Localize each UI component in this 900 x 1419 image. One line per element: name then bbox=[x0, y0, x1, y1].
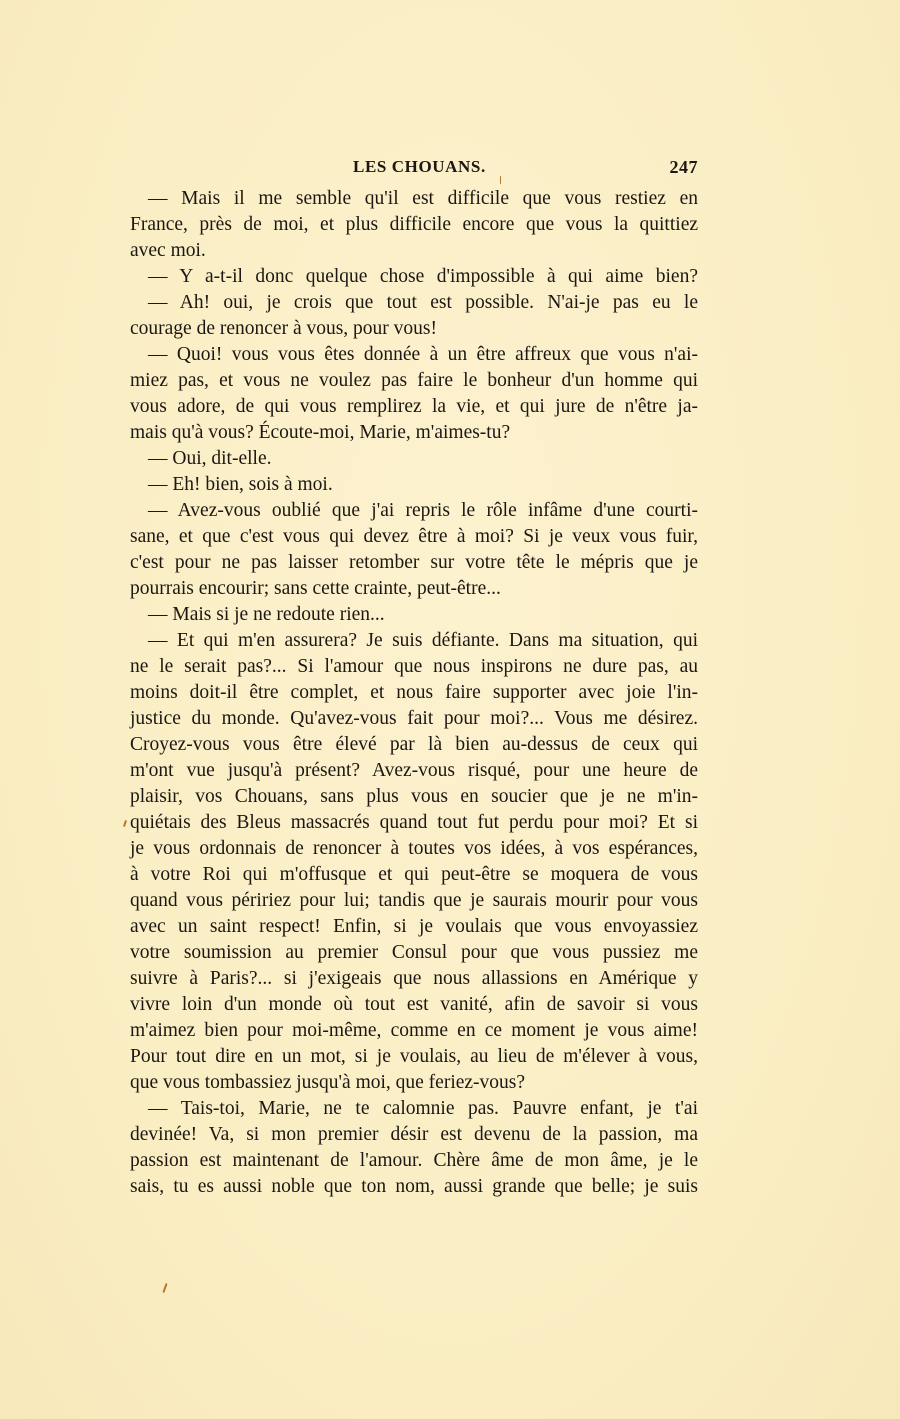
text-line: passion est maintenant de l'amour. Chère âme de mon âme, je le bbox=[130, 1150, 698, 1171]
text-line: — Mais il me semble qu'il est difficile que vous restiez en bbox=[148, 188, 698, 209]
running-head bbox=[130, 157, 698, 179]
text-line: — Mais si je ne redoute rien... bbox=[148, 604, 385, 625]
text-line: — Tais-toi, Marie, ne te calomnie pas. Pauvre enfant, je t'ai bbox=[148, 1098, 698, 1119]
text-line: que vous tombassiez jusqu'à moi, que feriez-vous? bbox=[130, 1072, 526, 1093]
text-line: m'aimez bien pour moi-même, comme en ce moment je vous aime! bbox=[130, 1020, 698, 1041]
text-line: quand vous péririez pour lui; tandis que je saurais mourir pour vous bbox=[130, 890, 698, 911]
text-line: — Y a-t-il donc quelque chose d'impossible à qui aime bien? bbox=[148, 266, 698, 287]
text-line: quiétais des Bleus massacrés quand tout fut perdu pour moi? Et si bbox=[130, 812, 698, 833]
text-line: vous adore, de qui vous remplirez la vie, et qui jure de n'être ja- bbox=[130, 396, 698, 417]
text-line: sais, tu es aussi noble que ton nom, aussi grande que belle; je suis bbox=[130, 1176, 698, 1197]
text-line: Croyez-vous vous être élevé par là bien au-dessus de ceux qui bbox=[130, 734, 698, 755]
text-line: vivre loin d'un monde où tout est vanité, afin de savoir si vous bbox=[130, 994, 698, 1015]
text-line: moins doit-il être complet, et nous faire supporter avec joie l'in- bbox=[130, 682, 698, 703]
text-line: mais qu'à vous? Écoute-moi, Marie, m'aimes-tu? bbox=[130, 422, 511, 443]
text-line: pourrais encourir; sans cette crainte, peut-être... bbox=[130, 578, 501, 599]
text-line: suivre à Paris?... si j'exigeais que nous allassions en Amérique y bbox=[130, 968, 698, 989]
text-line: je vous ordonnais de renoncer à toutes vos idées, à vos espérances, bbox=[130, 838, 698, 859]
text-line: — Eh! bien, sois à moi. bbox=[148, 474, 333, 495]
text-line: m'ont vue jusqu'à présent? Avez-vous risqué, pour une heure de bbox=[130, 760, 698, 781]
text-line: — Quoi! vous vous êtes donnée à un être affreux que vous n'ai- bbox=[148, 344, 698, 365]
text-line: ne le serait pas?... Si l'amour que nous inspirons ne dure pas, au bbox=[130, 656, 698, 677]
text-line: miez pas, et vous ne voulez pas faire le bonheur d'un homme qui bbox=[130, 370, 698, 391]
text-line: Pour tout dire en un mot, si je voulais, au lieu de m'élever à vous, bbox=[130, 1046, 698, 1067]
text-line: justice du monde. Qu'avez-vous fait pour moi?... Vous me désirez. bbox=[130, 708, 698, 729]
text-line: c'est pour ne pas laisser retomber sur votre tête le mépris que je bbox=[130, 552, 698, 573]
text-line: France, près de moi, et plus difficile encore que vous la quittiez bbox=[130, 214, 698, 235]
running-title: LES CHOUANS. bbox=[353, 157, 486, 176]
paper-speck bbox=[162, 1283, 167, 1293]
page-number: 247 bbox=[669, 157, 698, 177]
text-line: votre soumission au premier Consul pour que vous pussiez me bbox=[130, 942, 698, 963]
body-text bbox=[130, 186, 698, 1200]
text-line: — Et qui m'en assurera? Je suis défiante. Dans ma situation, qui bbox=[148, 630, 698, 651]
paper-speck bbox=[500, 176, 501, 184]
text-line: avec moi. bbox=[130, 240, 206, 261]
text-line: avec un saint respect! Enfin, si je voulais que vous envoyassiez bbox=[130, 916, 698, 937]
text-line: — Oui, dit-elle. bbox=[148, 448, 272, 469]
text-line: devinée! Va, si mon premier désir est devenu de la passion, ma bbox=[130, 1124, 698, 1145]
paper-speck bbox=[123, 820, 127, 827]
text-line: plaisir, vos Chouans, sans plus vous en soucier que je ne m'in- bbox=[130, 786, 698, 807]
text-line: — Avez-vous oublié que j'ai repris le rôle infâme d'une courti- bbox=[148, 500, 698, 521]
text-line: courage de renoncer à vous, pour vous! bbox=[130, 318, 438, 339]
text-line: à votre Roi qui m'offusque et qui peut-être se moquera de vous bbox=[130, 864, 698, 885]
text-line: sane, et que c'est vous qui devez être à moi? Si je veux vous fuir, bbox=[130, 526, 698, 547]
text-line: — Ah! oui, je crois que tout est possible. N'ai-je pas eu le bbox=[148, 292, 698, 313]
